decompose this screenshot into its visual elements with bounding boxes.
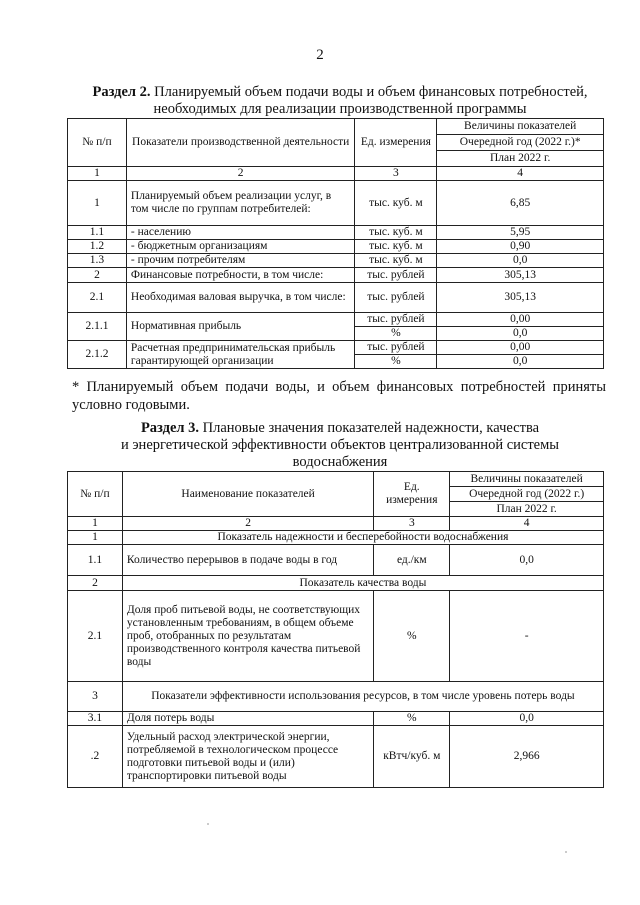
row-num: 2.1 — [68, 591, 123, 682]
col-number: 4 — [450, 517, 604, 531]
row-name: Планируемый объем реализации услуг, в том числе по группам потребителей: — [126, 181, 355, 226]
section2-table — [67, 118, 604, 369]
row-num: 1.1 — [68, 226, 127, 240]
row-value: 5,95 — [437, 226, 604, 240]
row-num: 2 — [68, 268, 127, 283]
header-plan: План 2022 г. — [437, 151, 604, 167]
row-unit: тыс. рублей — [355, 283, 437, 313]
header-values: Величины показателей — [450, 472, 604, 487]
header-unit: Ед. измерения — [374, 472, 450, 517]
header-plan: План 2022 г. — [450, 502, 604, 517]
row-num: 1.3 — [68, 254, 127, 268]
table-row — [68, 313, 604, 327]
section3-title-text: Плановые значения показателей надежности, качества — [202, 420, 540, 436]
row-value: - — [450, 591, 604, 682]
row-unit: ед./км — [374, 545, 450, 576]
header-num: № п/п — [68, 119, 127, 167]
group-title: Показатели эффективности использования ресурсов, в том числе уровень потерь воды — [122, 682, 603, 712]
row-unit: % — [355, 355, 437, 369]
row-value: 0,0 — [437, 254, 604, 268]
row-unit: % — [374, 712, 450, 726]
row-value: 0,0 — [450, 712, 604, 726]
table-row — [68, 226, 604, 240]
row-num: .2 — [68, 726, 123, 788]
section2-title-text: Планируемый объем подачи воды и объем финансовых потребностей, — [154, 84, 588, 100]
row-value: 0,00 — [437, 313, 604, 327]
group-num: 2 — [68, 576, 123, 591]
group-row — [68, 531, 604, 545]
group-num: 1 — [68, 531, 123, 545]
row-name: Количество перерывов в подаче воды в год — [122, 545, 373, 576]
header-year: Очередной год (2022 г.) — [450, 487, 604, 502]
header-values: Величины показателей — [437, 119, 604, 135]
row-name: Необходимая валовая выручка, в том числе: — [126, 283, 355, 313]
section3-title-line2: и энергетической эффективности объектов централизованной системы — [120, 437, 560, 453]
row-name: - населению — [126, 226, 355, 240]
table-row — [68, 591, 604, 682]
section2-title — [70, 84, 610, 118]
row-num: 2.1.1 — [68, 313, 127, 341]
row-name: Расчетная предпринимательская прибыль гарантирующей организации — [126, 341, 355, 369]
col-number: 1 — [68, 167, 127, 181]
row-unit: кВтч/куб. м — [374, 726, 450, 788]
row-name: - бюджетным организациям — [126, 240, 355, 254]
row-name: Финансовые потребности, в том числе: — [126, 268, 355, 283]
table-row — [68, 254, 604, 268]
row-name: Нормативная прибыль — [126, 313, 355, 341]
header-indicator: Показатели производственной деятельности — [126, 119, 355, 167]
table-row — [68, 712, 604, 726]
row-num: 2.1.2 — [68, 341, 127, 369]
col-number: 4 — [437, 167, 604, 181]
col-number: 1 — [68, 517, 123, 531]
col-number: 3 — [355, 167, 437, 181]
row-value: 0,0 — [437, 355, 604, 369]
section3-title — [70, 420, 610, 471]
group-row — [68, 576, 604, 591]
group-title: Показатель качества воды — [122, 576, 603, 591]
section2-title-line2: необходимых для реализации производственной программы — [153, 101, 527, 117]
table-row — [68, 283, 604, 313]
page-number: 2 — [316, 47, 324, 63]
col-number: 3 — [374, 517, 450, 531]
row-value: 305,13 — [437, 268, 604, 283]
header-indicator: Наименование показателей — [122, 472, 373, 517]
table-row — [68, 726, 604, 788]
row-value: 0,0 — [450, 545, 604, 576]
row-value: 0,00 — [437, 341, 604, 355]
row-name: Удельный расход электрической энергии, потребляемой в технологическом процессе подготовки питьевой воды и (или) транспортировки питьевой воды — [122, 726, 373, 788]
section3-title-line3: водоснабжения — [292, 454, 388, 470]
row-value: 305,13 — [437, 283, 604, 313]
row-value: 2,966 — [450, 726, 604, 788]
row-num: 1.1 — [68, 545, 123, 576]
col-number: 2 — [126, 167, 355, 181]
row-unit: тыс. куб. м — [355, 240, 437, 254]
row-name: Доля проб питьевой воды, не соответствующих установленным требованиям, в общем объеме проб, отобранных по результатам производственного контроля качества питьевой воды — [122, 591, 373, 682]
row-num: 1.2 — [68, 240, 127, 254]
section3-title-bold: Раздел 3. — [140, 420, 200, 436]
row-unit: тыс. рублей — [355, 341, 437, 355]
header-num: № п/п — [68, 472, 123, 517]
section3-table — [67, 471, 604, 788]
scan-speck — [207, 823, 209, 825]
row-unit: тыс. рублей — [355, 268, 437, 283]
table-row — [68, 240, 604, 254]
row-unit: % — [374, 591, 450, 682]
row-unit: % — [355, 327, 437, 341]
row-name: Доля потерь воды — [122, 712, 373, 726]
row-unit: тыс. куб. м — [355, 181, 437, 226]
scan-speck — [565, 851, 567, 853]
group-num: 3 — [68, 682, 123, 712]
row-unit: тыс. куб. м — [355, 226, 437, 240]
row-unit: тыс. рублей — [355, 313, 437, 327]
row-num: 2.1 — [68, 283, 127, 313]
col-number: 2 — [122, 517, 373, 531]
row-value: 0,90 — [437, 240, 604, 254]
row-value: 0,0 — [437, 327, 604, 341]
row-unit: тыс. куб. м — [355, 254, 437, 268]
section2-title-bold: Раздел 2. — [92, 84, 151, 100]
group-title: Показатель надежности и бесперебойности водоснабжения — [122, 531, 603, 545]
row-name: - прочим потребителям — [126, 254, 355, 268]
table-row — [68, 181, 604, 226]
table-row — [68, 341, 604, 355]
table-row — [68, 545, 604, 576]
row-num: 3.1 — [68, 712, 123, 726]
section2-note: * Планируемый объем подачи воды, и объем финансовых потребностей приняты условно годовыми. — [72, 379, 606, 413]
row-num: 1 — [68, 181, 127, 226]
table-row — [68, 268, 604, 283]
group-row — [68, 682, 604, 712]
header-year: Очередной год (2022 г.)* — [437, 135, 604, 151]
header-unit: Ед. измерения — [355, 119, 437, 167]
row-value: 6,85 — [437, 181, 604, 226]
